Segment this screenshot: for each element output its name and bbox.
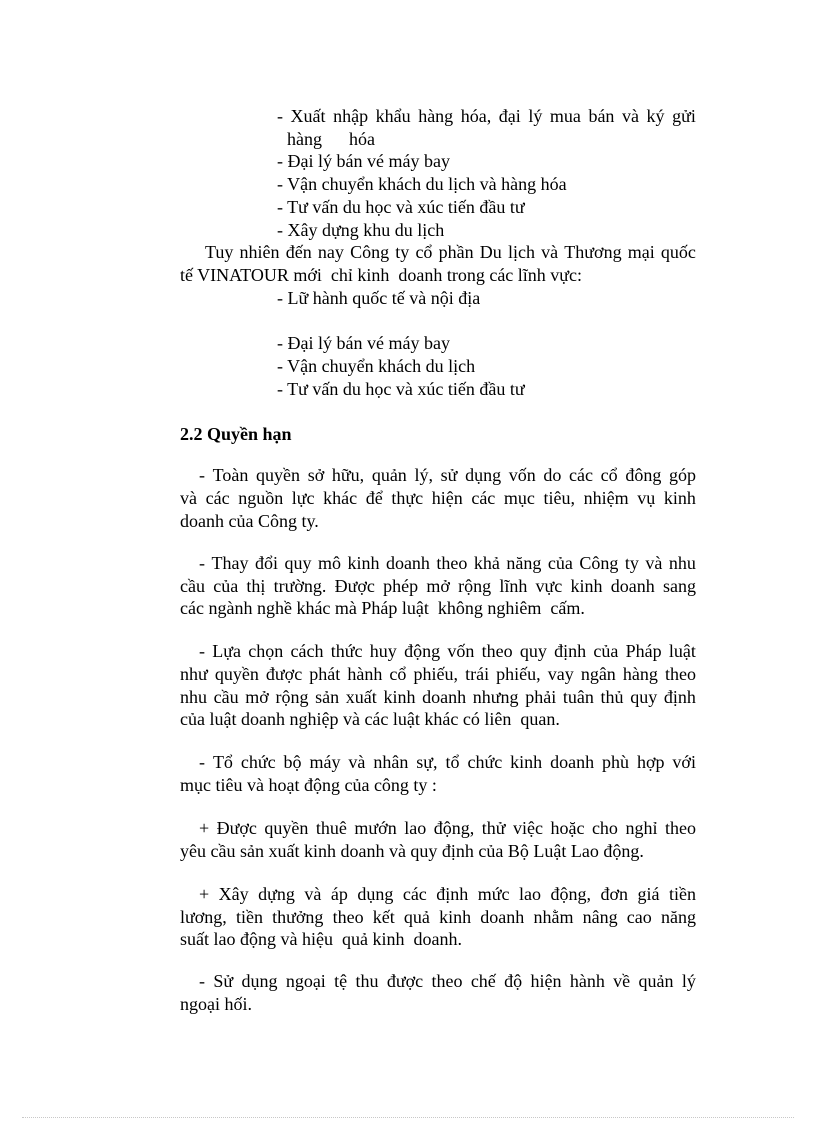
current-item-travel: - Lữ hành quốc tế và nội địa	[277, 288, 481, 308]
section-heading: 2.2 Quyền hạn	[180, 424, 292, 444]
paragraph-line: - Sử dụng ngoại tệ thu được theo chế độ hiện hành về quản lý	[199, 971, 696, 991]
paragraph-line: và các nguồn lực khác để thực hiện các mục tiêu, nhiệm vụ kinh	[180, 488, 696, 508]
page-bottom-dotted-border	[22, 1117, 794, 1118]
paragraph-line: các ngành nghề khác mà Pháp luật không nghiêm cấm.	[180, 598, 585, 618]
paragraph-line: mục tiêu và hoạt động của công ty :	[180, 775, 437, 795]
intro-item-continuation: hàng hóa	[287, 129, 375, 149]
paragraph-line: nhu cầu mở rộng sản xuất kinh doanh nhưng phải tuân thủ quy định	[180, 687, 696, 707]
paragraph-line: lương, tiền thưởng theo kết quả kinh doanh nhằm nâng cao năng	[180, 907, 696, 927]
current-item-transport: - Vận chuyển khách du lịch	[277, 356, 476, 376]
intro-item-transport: - Vận chuyển khách du lịch và hàng hóa	[277, 174, 567, 194]
paragraph-line: như quyền được phát hành cổ phiếu, trái phiếu, vay ngân hàng theo	[180, 664, 696, 684]
paragraph-line: - Tổ chức bộ máy và nhân sự, tổ chức kinh doanh phù hợp với	[199, 752, 696, 772]
paragraph-line: + Xây dựng và áp dụng các định mức lao động, đơn giá tiền	[199, 884, 696, 904]
paragraph-line: + Được quyền thuê mướn lao động, thử việc hoặc cho nghỉ theo	[199, 818, 696, 838]
however-line-1: Tuy nhiên đến nay Công ty cổ phần Du lịch và Thương mại quốc	[205, 242, 696, 262]
intro-item-study-consulting: - Tư vấn du học và xúc tiến đầu tư	[277, 197, 525, 217]
intro-item-tourism-construction: - Xây dựng khu du lịch	[277, 220, 445, 240]
paragraph-line: của luật doanh nghiệp và các luật khác có liên quan.	[180, 709, 560, 729]
paragraph-line: yêu cầu sản xuất kinh doanh và quy định của Bộ Luật Lao động.	[180, 841, 644, 861]
current-item-ticket-agency: - Đại lý bán vé máy bay	[277, 333, 450, 353]
paragraph-line: - Lựa chọn cách thức huy động vốn theo quy định của Pháp luật	[199, 641, 696, 661]
however-line-2: tế VINATOUR mới chỉ kinh doanh trong các lĩnh vực:	[180, 265, 583, 285]
paragraph-line: ngoại hối.	[180, 994, 252, 1014]
paragraph-line: suất lao động và hiệu quả kinh doanh.	[180, 929, 462, 949]
paragraph-line: cầu của thị trường. Được phép mở rộng lĩnh vực kinh doanh sang	[180, 576, 696, 596]
paragraph-line: - Thay đổi quy mô kinh doanh theo khả năng của Công ty và nhu	[199, 553, 696, 573]
current-item-study-consulting: - Tư vấn du học và xúc tiến đầu tư	[277, 379, 525, 399]
paragraph-line: - Toàn quyền sở hữu, quản lý, sử dụng vốn do các cổ đông góp	[199, 465, 696, 485]
paragraph-line: doanh của Công ty.	[180, 511, 319, 531]
intro-item-ticket-agency: - Đại lý bán vé máy bay	[277, 151, 450, 171]
intro-item-import-export: - Xuất nhập khẩu hàng hóa, đại lý mua bán và ký gửi	[277, 106, 696, 126]
